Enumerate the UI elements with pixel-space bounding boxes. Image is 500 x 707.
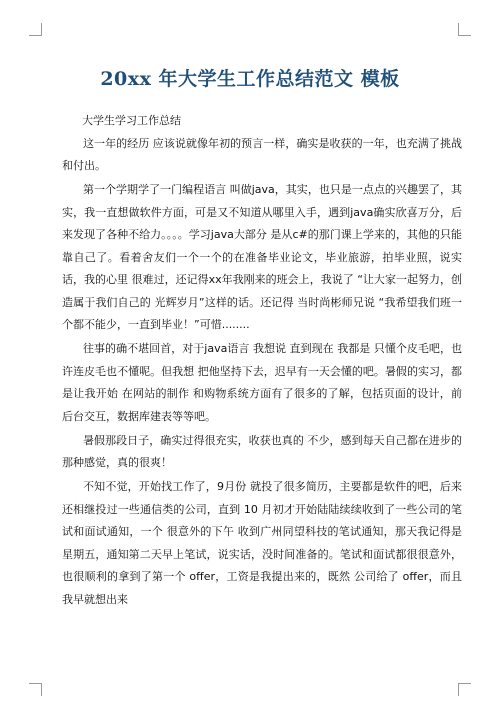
document-body: [62, 110, 462, 613]
paragraph: 往事的确不堪回首，对于java语言 我想说 直到现在 我都是 只懂个皮毛吧，也许连皮毛也不懂呢。但我想 把他坚持下去，迟早有一天会懂的吧。暑假的实习，都是让我开始 在网站的制作 和购物系统方面有了很多的了解，包括页面的设计，前后台交互，数据库建表等等吧。: [62, 342, 462, 423]
document-title: 20xx 年大学生工作总结范文 模板: [100, 68, 400, 90]
crop-mark-top-left: [29, 23, 42, 36]
paragraph: 不知不觉，开始找工作了，9月份 就投了很多简历，主要都是软件的吧，后来还相继投过一些通信类的公司，直到 10 月初才开始陆陆续续收到了一些公司的笔试和面试通知，一个 很意外的下午 收到广州同望科技的笔试通知，那天我记得是星期五，通知第二天早上笔试，说实话，没时间准备的。笔试和面试都很很意外，也很顺利的拿到了第一个 offer，工资是我提出来的，既然 公司给了 offer，而且 我早就想出来: [62, 480, 462, 606]
crop-mark-top-right: [458, 23, 471, 36]
document-subtitle: 大学生学习工作总结: [82, 114, 181, 127]
crop-mark-bottom-right: [458, 683, 471, 696]
paragraph: 这一年的经历 应该说就像年初的预言一样，确实是收获的一年，也充满了挑战和付出。: [62, 136, 462, 172]
crop-mark-bottom-left: [29, 683, 42, 696]
paragraph: 第一个学期学了一门编程语言 叫做java，其实，也只是一点点的兴趣罢了，其实，我一直想做软件方面，可是又不知道从哪里入手，遇到java确实欣喜万分，后来发现了各种不给力。。。。学习java大部分 是从c#的那门课上学来的，其他的只能靠自己了。看着舍友们一个一个的在准备毕业论文，毕业旅游，拍毕业照，说实话，我的心里 很难过，还记得xx年我刚来的班会上，我说了 “让大家一起努力，创造属于我们自己的 光辉岁月”这样的话。还记得 当时尚彬师兄说 “我希望我们班一个都不能少，一直到毕业！”可惜........: [62, 183, 462, 331]
paragraph: 暑假那段日子，确实过得很充实，收获也真的 不少，感到每天自己都在进步的那种感觉，真的很爽！: [62, 433, 462, 469]
